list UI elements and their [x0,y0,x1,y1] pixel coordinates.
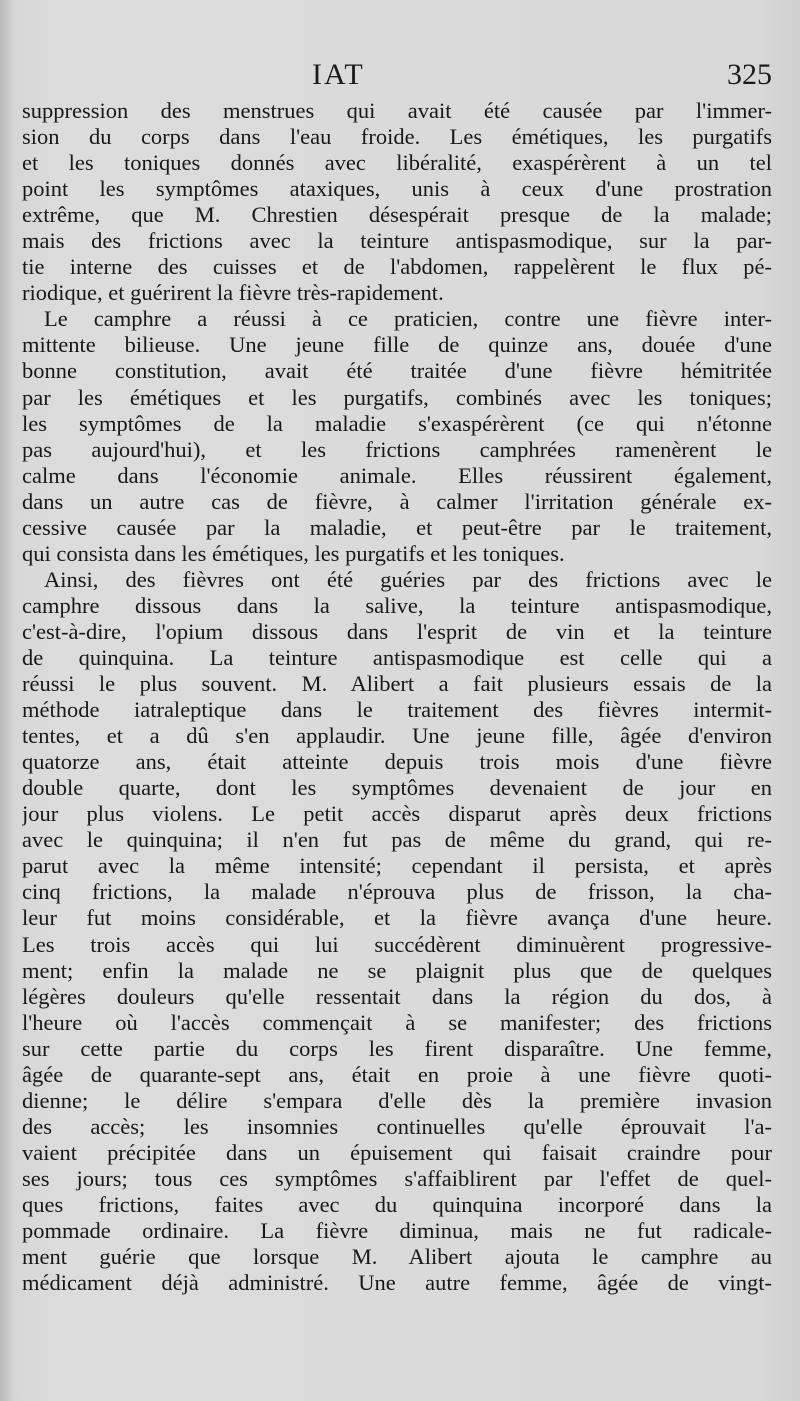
text-line: leur fut moins considérable, et la fièvre avança d'une heure. [22,905,772,931]
text-line: extrême, que M. Chrestien désespérait presque de la malade; [22,202,772,228]
page-number: 325 [727,58,772,91]
text-line: riodique, et guérirent la fièvre très-rapidement. [22,280,444,306]
text-line: pas aujourd'hui), et les frictions camphrées ramenèrent le [22,436,772,462]
text-line: des accès; les insomnies continuelles qu'elle éprouvait l'a- [22,1113,772,1139]
text-line: sur cette partie du corps les firent disparaître. Une femme, [22,1035,772,1061]
text-line: ses jours; tous ces symptômes s'affaiblirent par l'effet de quel- [22,1165,772,1191]
text-line: camphre dissous dans la salive, la teinture antispasmodique, [22,592,772,618]
text-line: suppression des menstrues qui avait été causée par l'immer- [22,98,772,123]
text-line: Les trois accès qui lui succédèrent diminuèrent progressive- [22,931,772,957]
text-line: ques frictions, faites avec du quinquina incorporé dans la [22,1191,772,1217]
paragraph-first-line: Le camphre a réussi à ce praticien, contre une fièvre inter- [44,306,772,332]
text-line: mais des frictions avec la teinture antispasmodique, sur la par- [22,228,772,254]
text-line: tentes, et a dû s'en applaudir. Une jeune fille, âgée d'environ [22,723,772,749]
text-line: ment; enfin la malade ne se plaignit plus que de quelques [22,957,772,983]
running-title: IAT [312,58,365,91]
text-line: de quinquina. La teinture antispasmodique est celle qui a [22,644,772,670]
text-line: pommade ordinaire. La fièvre diminua, mais ne fut radicale- [22,1218,772,1244]
text-line: les symptômes de la maladie s'exaspérèrent (ce qui n'étonne [22,410,772,436]
text-line: dans un autre cas de fièvre, à calmer l'irritation générale ex- [22,488,772,514]
text-line: jour plus violens. Le petit accès disparut après deux frictions [22,801,772,827]
running-head [0,58,800,98]
text-line: parut avec la même intensité; cependant il persista, et après [22,853,772,879]
text-line: calme dans l'économie animale. Elles réussirent également, [22,462,772,488]
text-line: mittente bilieuse. Une jeune fille de quinze ans, douée d'une [22,332,772,358]
paragraph-first-line: Ainsi, des fièvres ont été guéries par des frictions avec le [44,566,772,592]
text-line: l'heure où l'accès commençait à se manifester; des frictions [22,1009,772,1035]
text-line: quatorze ans, était atteinte depuis trois mois d'une fièvre [22,749,772,775]
text-line: point les symptômes ataxiques, unis à ceux d'une prostration [22,176,772,202]
text-line: double quarte, dont les symptômes devenaient de jour en [22,775,772,801]
text-line: cessive causée par la maladie, et peut-être par le traitement, [22,514,772,540]
text-line: légères douleurs qu'elle ressentait dans la région du dos, à [22,983,772,1009]
text-line: ment guérie que lorsque M. Alibert ajouta le camphre au [22,1244,772,1270]
text-line: bonne constitution, avait été traitée d'une fièvre hémitritée [22,358,772,384]
text-line: dienne; le délire s'empara d'elle dès la première invasion [22,1087,772,1113]
text-line: âgée de quarante-sept ans, était en proie à une fièvre quoti- [22,1061,772,1087]
text-line: cinq frictions, la malade n'éprouva plus de frisson, la cha- [22,879,772,905]
text-line: méthode iatraleptique dans le traitement des fièvres intermit- [22,697,772,723]
text-line: par les émétiques et les purgatifs, combinés avec les toniques; [22,384,772,410]
text-line: sion du corps dans l'eau froide. Les émétiques, les purgatifs [22,124,772,150]
body-text [22,98,772,1296]
text-line: vaient précipitée dans un épuisement qui faisait craindre pour [22,1139,772,1165]
text-line: médicament déjà administré. Une autre femme, âgée de vingt- [22,1270,772,1296]
text-line: tie interne des cuisses et de l'abdomen, rappelèrent le flux pé- [22,254,772,280]
text-line: et les toniques donnés avec libéralité, exaspérèrent à un tel [22,150,772,176]
text-line: avec le quinquina; il n'en fut pas de même du grand, qui re- [22,827,772,853]
text-line: qui consista dans les émétiques, les purgatifs et les toniques. [22,540,565,566]
text-line: c'est-à-dire, l'opium dissous dans l'esprit de vin et la teinture [22,618,772,644]
text-line: réussi le plus souvent. M. Alibert a fait plusieurs essais de la [22,671,772,697]
